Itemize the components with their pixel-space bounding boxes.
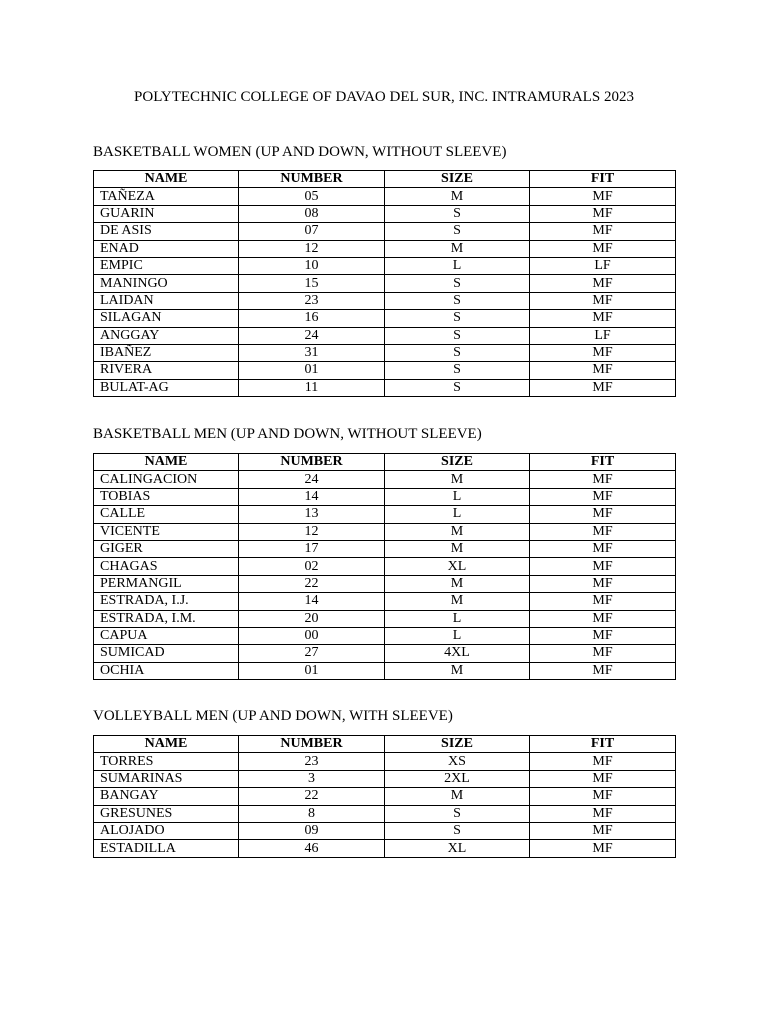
table-row bbox=[94, 257, 676, 274]
size-cell: 4XL bbox=[385, 645, 530, 662]
size-cell: S bbox=[385, 344, 530, 361]
name-cell: OCHIA bbox=[94, 662, 239, 679]
size-cell: M bbox=[385, 575, 530, 592]
name-cell: SUMICAD bbox=[94, 645, 239, 662]
number-cell: 02 bbox=[239, 558, 385, 575]
section-heading-volleyball-men: VOLLEYBALL MEN (UP AND DOWN, WITH SLEEVE) bbox=[93, 708, 453, 724]
table-row bbox=[94, 292, 676, 309]
name-cell: BULAT-AG bbox=[94, 379, 239, 396]
fit-cell: LF bbox=[530, 257, 676, 274]
table-row bbox=[94, 344, 676, 361]
table-row bbox=[94, 379, 676, 396]
table-row bbox=[94, 240, 676, 257]
name-cell: PERMANGIL bbox=[94, 575, 239, 592]
fit-cell: MF bbox=[530, 506, 676, 523]
name-cell: SUMARINAS bbox=[94, 770, 239, 787]
size-cell: S bbox=[385, 310, 530, 327]
name-cell: GIGER bbox=[94, 540, 239, 557]
number-cell: 07 bbox=[239, 223, 385, 240]
size-cell: M bbox=[385, 788, 530, 805]
table-row bbox=[94, 205, 676, 222]
number-cell: 01 bbox=[239, 662, 385, 679]
table-row bbox=[94, 788, 676, 805]
number-cell: 46 bbox=[239, 840, 385, 857]
number-cell: 8 bbox=[239, 805, 385, 822]
name-cell: VICENTE bbox=[94, 523, 239, 540]
number-cell: 14 bbox=[239, 488, 385, 505]
number-cell: 10 bbox=[239, 257, 385, 274]
size-cell: M bbox=[385, 471, 530, 488]
fit-cell: MF bbox=[530, 471, 676, 488]
size-cell: XL bbox=[385, 840, 530, 857]
table-row bbox=[94, 310, 676, 327]
table-row bbox=[94, 362, 676, 379]
table-row bbox=[94, 610, 676, 627]
size-cell: S bbox=[385, 379, 530, 396]
name-cell: CALINGACION bbox=[94, 471, 239, 488]
column-header-fit: FIT bbox=[530, 171, 676, 188]
fit-cell: MF bbox=[530, 575, 676, 592]
size-cell: L bbox=[385, 506, 530, 523]
name-cell: ENAD bbox=[94, 240, 239, 257]
table-row bbox=[94, 488, 676, 505]
fit-cell: MF bbox=[530, 275, 676, 292]
size-cell: S bbox=[385, 205, 530, 222]
number-cell: 12 bbox=[239, 523, 385, 540]
size-cell: L bbox=[385, 257, 530, 274]
table-row bbox=[94, 822, 676, 839]
number-cell: 22 bbox=[239, 575, 385, 592]
name-cell: CAPUA bbox=[94, 627, 239, 644]
size-cell: S bbox=[385, 275, 530, 292]
name-cell: GUARIN bbox=[94, 205, 239, 222]
fit-cell: MF bbox=[530, 822, 676, 839]
size-cell: L bbox=[385, 610, 530, 627]
size-cell: 2XL bbox=[385, 770, 530, 787]
fit-cell: MF bbox=[530, 558, 676, 575]
table-row bbox=[94, 662, 676, 679]
number-cell: 3 bbox=[239, 770, 385, 787]
name-cell: ESTRADA, I.J. bbox=[94, 593, 239, 610]
column-header-number: NUMBER bbox=[239, 171, 385, 188]
number-cell: 24 bbox=[239, 471, 385, 488]
table-row bbox=[94, 627, 676, 644]
size-cell: S bbox=[385, 822, 530, 839]
table-row bbox=[94, 188, 676, 205]
name-cell: ALOJADO bbox=[94, 822, 239, 839]
number-cell: 16 bbox=[239, 310, 385, 327]
size-cell: L bbox=[385, 488, 530, 505]
number-cell: 09 bbox=[239, 822, 385, 839]
size-cell: L bbox=[385, 627, 530, 644]
fit-cell: MF bbox=[530, 645, 676, 662]
name-cell: GRESUNES bbox=[94, 805, 239, 822]
name-cell: ESTRADA, I.M. bbox=[94, 610, 239, 627]
name-cell: EMPIC bbox=[94, 257, 239, 274]
number-cell: 08 bbox=[239, 205, 385, 222]
size-cell: M bbox=[385, 593, 530, 610]
table-row bbox=[94, 645, 676, 662]
number-cell: 05 bbox=[239, 188, 385, 205]
table-row bbox=[94, 840, 676, 857]
size-cell: M bbox=[385, 188, 530, 205]
table-row bbox=[94, 523, 676, 540]
name-cell: ESTADILLA bbox=[94, 840, 239, 857]
fit-cell: MF bbox=[530, 662, 676, 679]
document-title: POLYTECHNIC COLLEGE OF DAVAO DEL SUR, INC. INTRAMURALS 2023 bbox=[134, 89, 634, 105]
name-cell: CHAGAS bbox=[94, 558, 239, 575]
name-cell: BANGAY bbox=[94, 788, 239, 805]
table-row bbox=[94, 540, 676, 557]
name-cell: ANGGAY bbox=[94, 327, 239, 344]
column-header-size: SIZE bbox=[385, 171, 530, 188]
table-row bbox=[94, 558, 676, 575]
section-heading-basketball-men: BASKETBALL MEN (UP AND DOWN, WITHOUT SLEEVE) bbox=[93, 426, 482, 442]
size-cell: S bbox=[385, 362, 530, 379]
table-header-row bbox=[94, 171, 676, 188]
number-cell: 11 bbox=[239, 379, 385, 396]
fit-cell: MF bbox=[530, 488, 676, 505]
table-header-row bbox=[94, 454, 676, 471]
fit-cell: MF bbox=[530, 310, 676, 327]
fit-cell: MF bbox=[530, 344, 676, 361]
name-cell: SILAGAN bbox=[94, 310, 239, 327]
number-cell: 13 bbox=[239, 506, 385, 523]
section-heading-basketball-women: BASKETBALL WOMEN (UP AND DOWN, WITHOUT SLEEVE) bbox=[93, 144, 507, 160]
column-header-fit: FIT bbox=[530, 454, 676, 471]
fit-cell: MF bbox=[530, 205, 676, 222]
table-row bbox=[94, 471, 676, 488]
table-row bbox=[94, 327, 676, 344]
fit-cell: MF bbox=[530, 770, 676, 787]
number-cell: 31 bbox=[239, 344, 385, 361]
fit-cell: MF bbox=[530, 593, 676, 610]
fit-cell: MF bbox=[530, 240, 676, 257]
roster-table-volleyball-men bbox=[93, 735, 676, 858]
fit-cell: MF bbox=[530, 627, 676, 644]
fit-cell: MF bbox=[530, 805, 676, 822]
name-cell: TORRES bbox=[94, 753, 239, 770]
fit-cell: MF bbox=[530, 753, 676, 770]
size-cell: M bbox=[385, 240, 530, 257]
name-cell: DE ASIS bbox=[94, 223, 239, 240]
table-row bbox=[94, 593, 676, 610]
column-header-size: SIZE bbox=[385, 736, 530, 753]
number-cell: 20 bbox=[239, 610, 385, 627]
size-cell: S bbox=[385, 223, 530, 240]
number-cell: 24 bbox=[239, 327, 385, 344]
fit-cell: MF bbox=[530, 540, 676, 557]
fit-cell: MF bbox=[530, 223, 676, 240]
fit-cell: MF bbox=[530, 379, 676, 396]
name-cell: CALLE bbox=[94, 506, 239, 523]
fit-cell: MF bbox=[530, 292, 676, 309]
name-cell: TAÑEZA bbox=[94, 188, 239, 205]
number-cell: 01 bbox=[239, 362, 385, 379]
number-cell: 23 bbox=[239, 753, 385, 770]
number-cell: 27 bbox=[239, 645, 385, 662]
size-cell: XS bbox=[385, 753, 530, 770]
size-cell: M bbox=[385, 523, 530, 540]
column-header-number: NUMBER bbox=[239, 454, 385, 471]
name-cell: IBAÑEZ bbox=[94, 344, 239, 361]
table-row bbox=[94, 223, 676, 240]
name-cell: LAIDAN bbox=[94, 292, 239, 309]
number-cell: 14 bbox=[239, 593, 385, 610]
name-cell: RIVERA bbox=[94, 362, 239, 379]
table-row bbox=[94, 805, 676, 822]
fit-cell: LF bbox=[530, 327, 676, 344]
fit-cell: MF bbox=[530, 188, 676, 205]
fit-cell: MF bbox=[530, 362, 676, 379]
name-cell: MANINGO bbox=[94, 275, 239, 292]
table-row bbox=[94, 275, 676, 292]
size-cell: XL bbox=[385, 558, 530, 575]
size-cell: M bbox=[385, 540, 530, 557]
column-header-size: SIZE bbox=[385, 454, 530, 471]
number-cell: 22 bbox=[239, 788, 385, 805]
number-cell: 12 bbox=[239, 240, 385, 257]
number-cell: 00 bbox=[239, 627, 385, 644]
table-row bbox=[94, 753, 676, 770]
fit-cell: MF bbox=[530, 840, 676, 857]
size-cell: M bbox=[385, 662, 530, 679]
roster-table-basketball-men bbox=[93, 453, 676, 680]
table-header-row bbox=[94, 736, 676, 753]
roster-table-basketball-women bbox=[93, 170, 676, 397]
column-header-name: NAME bbox=[94, 736, 239, 753]
size-cell: S bbox=[385, 327, 530, 344]
fit-cell: MF bbox=[530, 788, 676, 805]
column-header-name: NAME bbox=[94, 454, 239, 471]
table-row bbox=[94, 575, 676, 592]
fit-cell: MF bbox=[530, 523, 676, 540]
column-header-name: NAME bbox=[94, 171, 239, 188]
number-cell: 17 bbox=[239, 540, 385, 557]
number-cell: 23 bbox=[239, 292, 385, 309]
column-header-fit: FIT bbox=[530, 736, 676, 753]
column-header-number: NUMBER bbox=[239, 736, 385, 753]
size-cell: S bbox=[385, 292, 530, 309]
name-cell: TOBIAS bbox=[94, 488, 239, 505]
number-cell: 15 bbox=[239, 275, 385, 292]
table-row bbox=[94, 770, 676, 787]
table-row bbox=[94, 506, 676, 523]
fit-cell: MF bbox=[530, 610, 676, 627]
size-cell: S bbox=[385, 805, 530, 822]
